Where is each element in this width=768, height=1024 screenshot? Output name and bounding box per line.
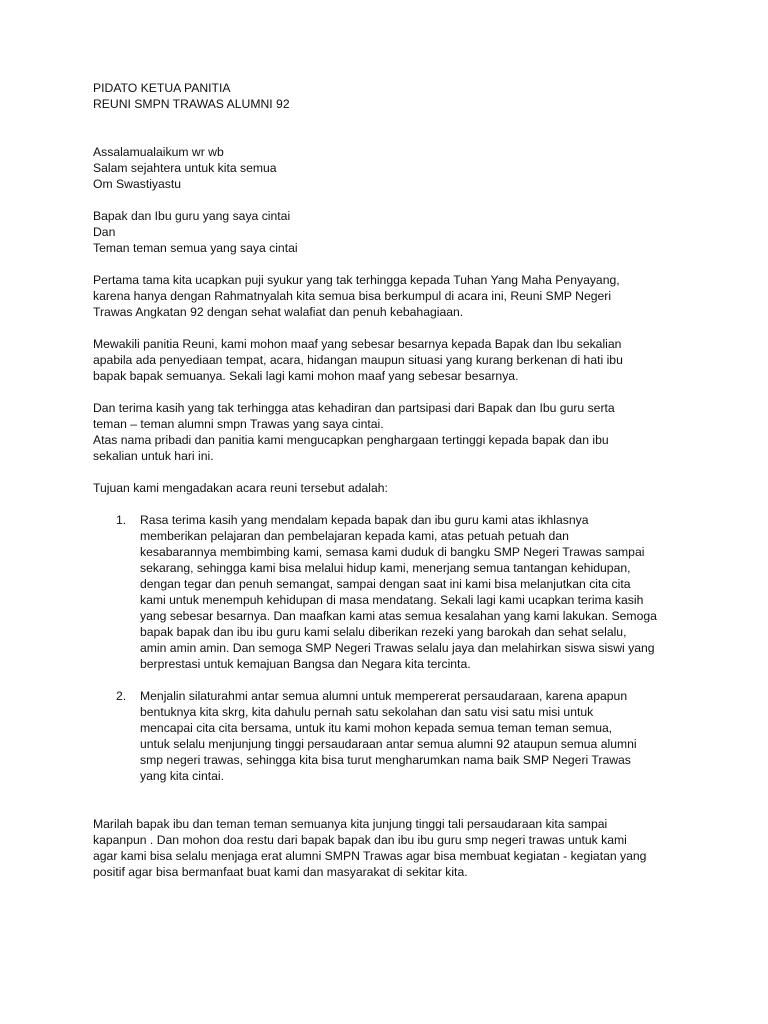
list-item-line: yang kita cintai. (140, 769, 225, 783)
list-item-line: smp negeri trawas, sehingga kita bisa turut mengharumkan nama baik SMP Negeri Trawas (140, 753, 631, 767)
title-line-1: PIDATO KETUA PANITIA (93, 81, 231, 95)
paragraph-line: Pertama tama kita ucapkan puji syukur yang tak terhingga kepada Tuhan Yang Maha Penyayang, (93, 273, 620, 287)
purpose-intro (93, 480, 683, 496)
paragraph-line: karena hanya dengan Rahmatnyalah kita semua bisa berkumpul di acara ini, Reuni SMP Negeri (93, 289, 612, 303)
paragraph-line: kapanpun . Dan mohon doa restu dari bapak bapak dan ibu ibu guru smp negeri trawas untuk kami (93, 833, 627, 847)
paragraph-line: Tujuan kami mengadakan acara reuni tersebut adalah: (93, 481, 388, 495)
paragraph-line: agar kami bisa selalu menjaga erat alumni SMPN Trawas agar bisa membuat kegiatan - kegiatan yang (93, 849, 647, 863)
list-item (93, 512, 683, 672)
document-page (93, 80, 683, 880)
list-item-line: memberikan pelajaran dan pembelajaran kepada kami, atas petuah petuah dan (140, 529, 569, 543)
greeting-line: Salam sejahtera untuk kita semua (93, 161, 277, 175)
list-item-line: untuk selalu menjunjung tinggi persaudaraan antar semua alumni 92 ataupun semua alumni (140, 737, 637, 751)
paragraph-line: teman – teman alumni smpn Trawas yang saya cintai. (93, 417, 384, 431)
paragraph-line: Mewakili panitia Reuni, kami mohon maaf yang sebesar besarnya kepada Bapak dan Ibu sekalian (93, 337, 622, 351)
paragraph-line: apabila ada penyediaan tempat, acara, hidangan maupun situasi yang kurang berkenan di hati ibu (93, 353, 623, 367)
address-line: Bapak dan Ibu guru yang saya cintai (93, 209, 291, 223)
list-item-line: Rasa terima kasih yang mendalam kepada bapak dan ibu guru kami atas ikhlasnya (140, 513, 589, 527)
address-line: Dan (93, 225, 116, 239)
paragraph-line: Marilah bapak ibu dan teman teman semuanya kita junjung tinggi tali persaudaraan kita sampai (93, 817, 608, 831)
document-title (93, 80, 683, 112)
title-line-2: REUNI SMPN TRAWAS ALUMNI 92 (93, 97, 290, 111)
list-item-line: bapak bapak dan ibu ibu guru kami selalu diberikan rezeki yang barokah dan sehat selalu, (140, 625, 627, 639)
paragraph-line: sekalian untuk hari ini. (93, 449, 214, 463)
paragraph-line: Atas nama pribadi dan panitia kami mengucapkan penghargaan tertinggi kepada bapak dan ibu (93, 433, 609, 447)
list-item-line: sekarang, sehingga kami bisa melalui hidup kami, menerjang semua tantangan kehidupan, (140, 561, 631, 575)
list-item-line: bentuknya kita skrg, kita dahulu pernah satu sekolahan dan satu visi satu misi untuk (140, 705, 594, 719)
list-item-line: dengan tegar dan penuh semangat, sampai dengan saat ini kami bisa melanjutkan cita cita (140, 577, 631, 591)
paragraph-thanks (93, 400, 683, 464)
list-item-line: Menjalin silaturahmi antar semua alumni untuk mempererat persaudaraan, karena apapun (140, 689, 628, 703)
paragraph-line: bapak bapak semuanya. Sekali lagi kami mohon maaf yang sebesar besarnya. (93, 369, 519, 383)
paragraph-apology (93, 336, 683, 384)
address-block (93, 208, 683, 256)
list-item-line: amin amin amin. Dan semoga SMP Negeri Trawas selalu jaya dan melahirkan siswa siswi yang (140, 641, 655, 655)
paragraph-line: positif agar bisa bermanfaat buat kami dan masyarakat di sekitar kita. (93, 865, 468, 879)
paragraph-line: Dan terima kasih yang tak terhingga atas kehadiran dan partsipasi dari Bapak dan Ibu guru serta (93, 401, 615, 415)
greeting-block (93, 144, 683, 192)
paragraph-opening (93, 272, 683, 320)
paragraph-line: Trawas Angkatan 92 dengan sehat walafiat dan penuh kebahagiaan. (93, 305, 464, 319)
greeting-line: Om Swastiyastu (93, 177, 182, 191)
list-item-line: berprestasi untuk kemajuan Bangsa dan Negara kita tercinta. (140, 657, 471, 671)
list-item-line: mencapai cita cita bersama, untuk itu kami mohon kepada semua teman teman semua, (140, 721, 613, 735)
list-number: 2. (116, 689, 127, 703)
greeting-line: Assalamualaikum wr wb (93, 145, 224, 159)
address-line: Teman teman semua yang saya cintai (93, 241, 298, 255)
list-number: 1. (116, 513, 127, 527)
list-item (93, 688, 683, 784)
list-item-line: kami untuk menempuh kehidupan di masa mendatang. Sekali lagi kami ucapkan terima kasih (140, 593, 644, 607)
purpose-list (93, 512, 683, 784)
paragraph-closing (93, 816, 683, 880)
list-item-line: kesabarannya membimbing kami, semasa kami duduk di bangku SMP Negeri Trawas sampai (140, 545, 645, 559)
list-item-line: yang sebesar besarnya. Dan maafkan kami atas semua kesalahan yang kami lakukan. Semoga (140, 609, 657, 623)
